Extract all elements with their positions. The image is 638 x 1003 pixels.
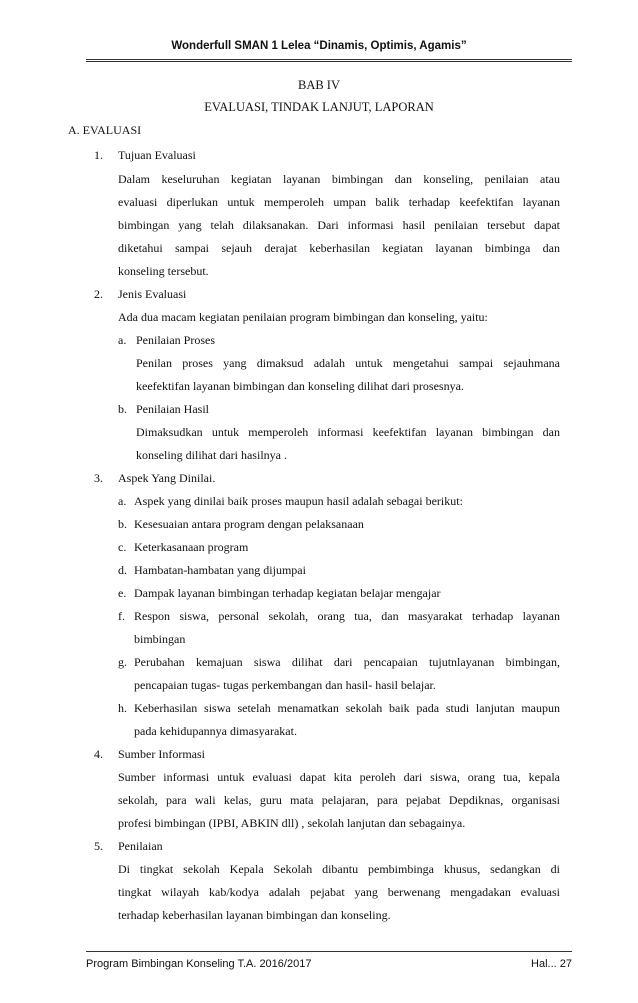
subitem-letter: g. [118, 655, 127, 669]
item-title: Sumber Informasi [118, 747, 205, 761]
subitem-letter: f. [118, 609, 125, 623]
list-item: Hambatan-hambatan yang dijumpai [134, 563, 306, 577]
paragraph-line: Sumber informasi untuk evaluasi dapat kita peroleh dari siswa, orang tua, kepala [118, 770, 560, 784]
page-header: Wonderfull SMAN 1 Lelea “Dinamis, Optimis, Agamis” [171, 40, 467, 52]
list-item: Keterkasanaan program [134, 540, 249, 554]
list-item: Kesesuaian antara program dengan pelaksanaan [134, 517, 364, 531]
subitem-title: Penilaian Hasil [136, 402, 209, 416]
paragraph-line: bimbingan yang telah dilaksanakan. Dari informasi hasil penilaian tersebut dapat [118, 218, 560, 232]
subitem-letter: h. [118, 701, 127, 715]
paragraph-line: konseling tersebut. [118, 264, 209, 278]
paragraph-line: sekolah, para wali kelas, guru mata pelajaran, para pejabat Depdiknas, organisasi [118, 793, 560, 807]
list-item: Perubahan kemajuan siswa dilihat dari pencapaian tujutnlayanan bimbingan, [134, 655, 560, 669]
list-item: Dampak layanan bimbingan terhadap kegiatan belajar mengajar [134, 586, 441, 600]
list-item: Keberhasilan siswa setelah menamatkan sekolah baik pada studi lanjutan maupun [134, 701, 560, 715]
page-number: Hal... 27 [531, 958, 572, 970]
subitem-letter: c. [118, 540, 127, 554]
chapter-number: BAB IV [297, 78, 341, 92]
paragraph-line: Dimaksudkan untuk memperoleh informasi keefektifan layanan bimbingan dan [136, 425, 560, 439]
footer-program: Program Bimbingan Konseling T.A. 2016/2017 [86, 958, 312, 970]
paragraph-line: evaluasi diperlukan untuk memperoleh umpan balik terhadap keefektifan layanan [118, 195, 560, 209]
chapter-title: EVALUASI, TINDAK LANJUT, LAPORAN [204, 100, 434, 114]
paragraph-line: Ada dua macam kegiatan penilaian program bimbingan dan konseling, yaitu: [118, 310, 488, 324]
paragraph-line: diketahui sampai sejauh derajat keberhasilan kegiatan layanan bimbinga dan [118, 241, 560, 255]
item-title: Aspek Yang Dinilai. [118, 471, 216, 485]
header-rule [86, 59, 572, 60]
item-number: 1. [94, 148, 103, 162]
paragraph-line: Dalam keseluruhan kegiatan layanan bimbingan dan konseling, penilaian atau [118, 172, 560, 186]
subitem-letter: d. [118, 563, 127, 577]
list-item-continued: bimbingan [134, 632, 186, 646]
paragraph-line: keefektifan layanan bimbingan dan konseling dilihat dari prosesnya. [136, 379, 464, 393]
item-number: 2. [94, 287, 103, 301]
item-title: Jenis Evaluasi [118, 287, 187, 301]
subitem-letter: e. [118, 586, 127, 600]
item-title: Tujuan Evaluasi [118, 148, 196, 162]
list-item-continued: pencapaian tugas- tugas perkembangan dan hasil- hasil belajar. [134, 678, 436, 692]
list-item: Respon siswa, personal sekolah, orang tua, dan masyarakat terhadap layanan [134, 609, 560, 623]
paragraph-line: terhadap keberhasilan layanan bimbingan dan konseling. [118, 908, 391, 922]
item-number: 5. [94, 839, 103, 853]
paragraph-line: Di tingkat sekolah Kepala Sekolah dibantu pembimbinga khusus, sedangkan di [118, 862, 560, 876]
header-rule-2 [86, 61, 572, 62]
subitem-letter: b. [118, 517, 127, 531]
subitem-title: Penilaian Proses [136, 333, 215, 347]
subitem-letter: a. [118, 494, 127, 508]
paragraph-line: Penilan proses yang dimaksud adalah untuk mengetahui sampai sejauhmana [136, 356, 560, 370]
paragraph-line: konseling dilihat dari hasilnya . [136, 448, 287, 462]
list-item-continued: pada kehidupannya dimasyarakat. [134, 724, 297, 738]
subitem-letter: a. [118, 333, 127, 347]
section-heading: A. EVALUASI [68, 123, 142, 137]
paragraph-line: tingkat wilayah kab/kodya adalah pejabat yang berwenang mengadakan evaluasi [118, 885, 560, 899]
item-title: Penilaian [118, 839, 163, 853]
item-number: 3. [94, 471, 103, 485]
footer-rule [86, 951, 572, 952]
list-item: Aspek yang dinilai baik proses maupun hasil adalah sebagai berikut: [134, 494, 463, 508]
subitem-letter: b. [118, 402, 127, 416]
paragraph-line: profesi bimbingan (IPBI, ABKIN dll) , sekolah lanjutan dan sebagainya. [118, 816, 466, 830]
item-number: 4. [94, 747, 103, 761]
